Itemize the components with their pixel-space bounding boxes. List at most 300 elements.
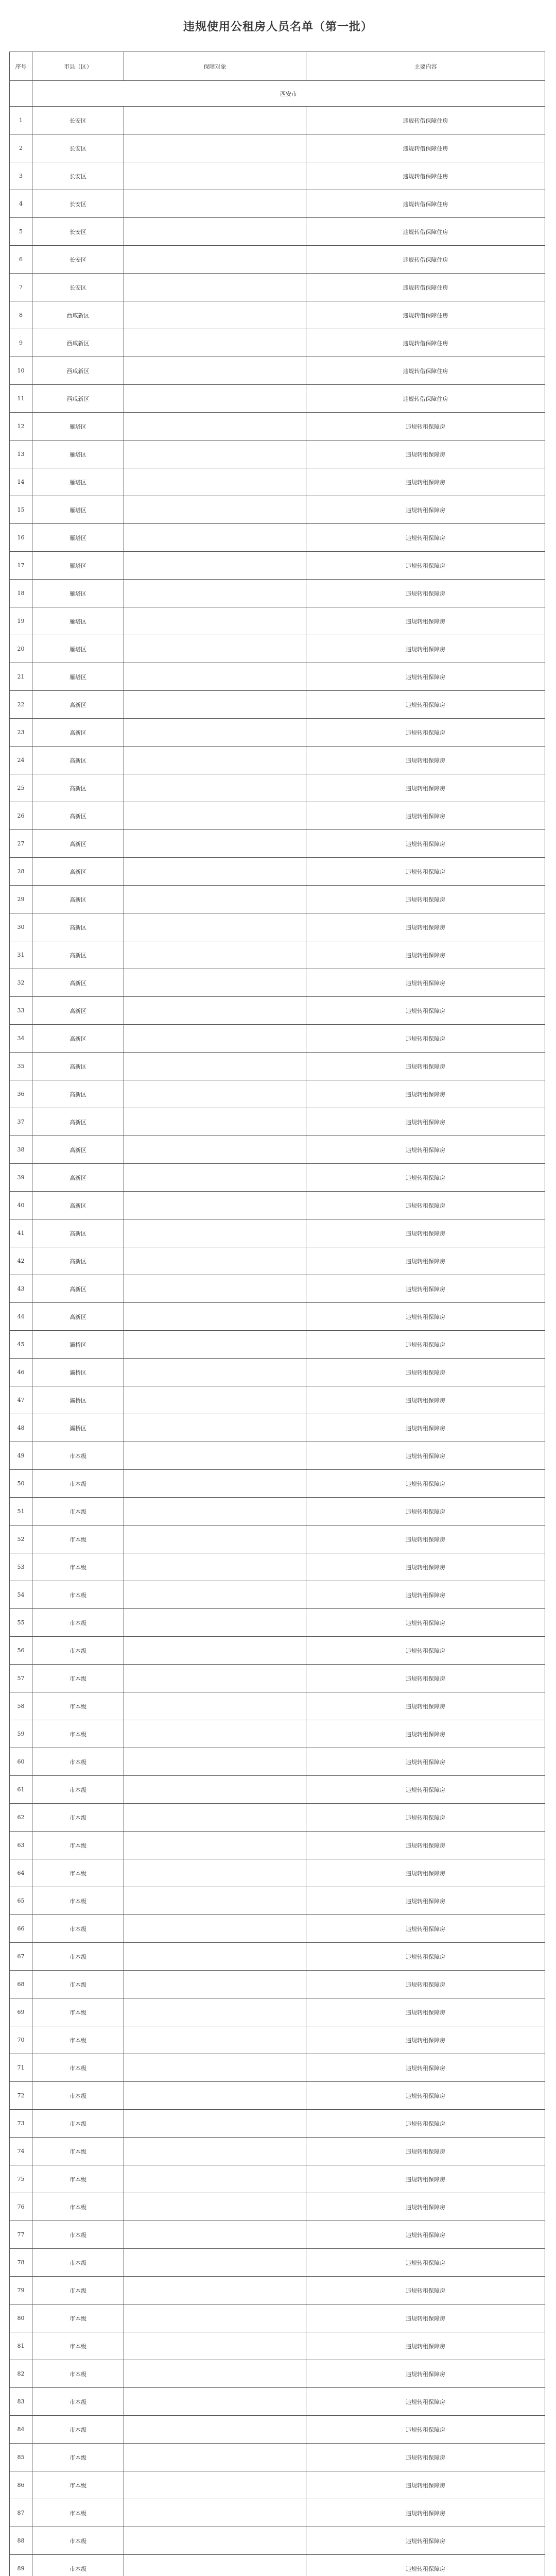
- row-person: [124, 468, 306, 496]
- table-row: [10, 496, 545, 524]
- row-district: 市本级: [32, 1998, 124, 2026]
- row-district: 市本级: [32, 1498, 124, 1526]
- row-index: 51: [10, 1498, 32, 1526]
- row-content: 违规转借保障住房: [306, 329, 545, 357]
- table-row: [10, 1386, 545, 1414]
- table-row: [10, 2277, 545, 2304]
- row-person: [124, 162, 306, 190]
- table-row: [10, 1303, 545, 1331]
- row-person: [124, 552, 306, 580]
- row-person: [124, 997, 306, 1025]
- row-person: [124, 1331, 306, 1359]
- row-content: 违规转租保障房: [306, 2054, 545, 2082]
- table-row: [10, 774, 545, 802]
- row-person: [124, 607, 306, 635]
- row-person: [124, 774, 306, 802]
- row-content: 违规转租保障房: [306, 1720, 545, 1748]
- row-content: 违规转租保障房: [306, 1553, 545, 1581]
- row-index: 36: [10, 1080, 32, 1108]
- row-district: 高新区: [32, 774, 124, 802]
- table-row: [10, 357, 545, 385]
- row-content: 违规转租保障房: [306, 1915, 545, 1943]
- table-row: [10, 246, 545, 274]
- table-row: [10, 1192, 545, 1219]
- row-person: [124, 969, 306, 997]
- row-content: 违规转租保障房: [306, 635, 545, 663]
- table-row: [10, 2110, 545, 2138]
- row-district: 市本级: [32, 2193, 124, 2221]
- table-row: [10, 2221, 545, 2249]
- row-district: 长安区: [32, 107, 124, 134]
- row-person: [124, 635, 306, 663]
- row-person: [124, 691, 306, 719]
- row-content: 违规转租保障房: [306, 552, 545, 580]
- row-district: 市本级: [32, 2527, 124, 2555]
- table-row: [10, 1665, 545, 1692]
- row-district: 市本级: [32, 2221, 124, 2249]
- row-content: 违规转租保障房: [306, 2221, 545, 2249]
- row-district: 市本级: [32, 2555, 124, 2576]
- row-index: 65: [10, 1887, 32, 1915]
- row-content: 违规转租保障房: [306, 719, 545, 747]
- group-row-spacer: [10, 81, 32, 107]
- row-person: [124, 1164, 306, 1192]
- row-person: [124, 413, 306, 440]
- row-person: [124, 719, 306, 747]
- row-content: 违规转租保障房: [306, 2332, 545, 2360]
- table-row: [10, 663, 545, 691]
- row-person: [124, 1665, 306, 1692]
- table-row: [10, 1219, 545, 1247]
- table-row: [10, 1247, 545, 1275]
- row-district: 高新区: [32, 1192, 124, 1219]
- row-district: 市本级: [32, 2471, 124, 2499]
- row-person: [124, 1859, 306, 1887]
- row-index: 84: [10, 2416, 32, 2444]
- row-person: [124, 1748, 306, 1776]
- table-row: [10, 1804, 545, 1832]
- row-person: [124, 2416, 306, 2444]
- row-content: 违规转租保障房: [306, 941, 545, 969]
- row-person: [124, 2054, 306, 2082]
- table-row: [10, 2249, 545, 2277]
- table-row: [10, 1776, 545, 1804]
- row-person: [124, 301, 306, 329]
- table-row: [10, 2527, 545, 2555]
- row-district: 高新区: [32, 969, 124, 997]
- row-district: 市本级: [32, 1692, 124, 1720]
- row-index: 48: [10, 1414, 32, 1442]
- row-person: [124, 802, 306, 830]
- row-district: 高新区: [32, 941, 124, 969]
- row-content: 违规转租保障房: [306, 2249, 545, 2277]
- row-person: [124, 107, 306, 134]
- row-district: 市本级: [32, 2388, 124, 2416]
- table-row: [10, 1943, 545, 1971]
- row-content: 违规转租保障房: [306, 1832, 545, 1859]
- row-district: 市本级: [32, 2165, 124, 2193]
- table-row: [10, 997, 545, 1025]
- table-row: [10, 552, 545, 580]
- row-person: [124, 246, 306, 274]
- row-index: 71: [10, 2054, 32, 2082]
- row-person: [124, 886, 306, 913]
- row-person: [124, 2444, 306, 2471]
- row-person: [124, 2304, 306, 2332]
- table-row: [10, 2165, 545, 2193]
- row-index: 53: [10, 1553, 32, 1581]
- table-row: [10, 830, 545, 858]
- column-header-content: 主要内容: [306, 52, 545, 81]
- row-index: 59: [10, 1720, 32, 1748]
- row-index: 42: [10, 1247, 32, 1275]
- table-row: [10, 2416, 545, 2444]
- row-index: 46: [10, 1359, 32, 1386]
- row-index: 89: [10, 2555, 32, 2576]
- row-index: 40: [10, 1192, 32, 1219]
- table-row: [10, 1414, 545, 1442]
- row-district: 市本级: [32, 2249, 124, 2277]
- table-row: [10, 2304, 545, 2332]
- row-content: 违规转借保障住房: [306, 357, 545, 385]
- row-content: 违规转借保障住房: [306, 134, 545, 162]
- row-index: 26: [10, 802, 32, 830]
- row-index: 15: [10, 496, 32, 524]
- row-content: 违规转租保障房: [306, 1053, 545, 1080]
- table-row: [10, 329, 545, 357]
- row-content: 违规转借保障住房: [306, 301, 545, 329]
- row-index: 49: [10, 1442, 32, 1470]
- row-person: [124, 858, 306, 886]
- row-content: 违规转租保障房: [306, 1080, 545, 1108]
- row-person: [124, 2277, 306, 2304]
- row-district: 高新区: [32, 1275, 124, 1303]
- table-row: [10, 1692, 545, 1720]
- row-person: [124, 1386, 306, 1414]
- table-row: [10, 134, 545, 162]
- row-index: 69: [10, 1998, 32, 2026]
- row-content: 违规转租保障房: [306, 1971, 545, 1998]
- row-content: 违规转租保障房: [306, 1136, 545, 1164]
- row-index: 66: [10, 1915, 32, 1943]
- row-person: [124, 1832, 306, 1859]
- row-content: 违规转租保障房: [306, 580, 545, 607]
- table-row: [10, 107, 545, 134]
- table-row: [10, 2138, 545, 2165]
- row-content: 违规转租保障房: [306, 1386, 545, 1414]
- row-index: 56: [10, 1637, 32, 1665]
- row-index: 54: [10, 1581, 32, 1609]
- row-person: [124, 1915, 306, 1943]
- row-district: 市本级: [32, 1581, 124, 1609]
- row-person: [124, 1998, 306, 2026]
- row-person: [124, 1581, 306, 1609]
- row-person: [124, 2138, 306, 2165]
- row-content: 违规转租保障房: [306, 468, 545, 496]
- table-row: [10, 1442, 545, 1470]
- row-content: 违规转租保障房: [306, 2471, 545, 2499]
- row-district: 高新区: [32, 802, 124, 830]
- row-content: 违规转租保障房: [306, 2360, 545, 2388]
- row-index: 67: [10, 1943, 32, 1971]
- row-district: 雁塔区: [32, 524, 124, 552]
- row-content: 违规转租保障房: [306, 1776, 545, 1804]
- table-row: [10, 413, 545, 440]
- row-content: 违规转租保障房: [306, 802, 545, 830]
- row-person: [124, 1275, 306, 1303]
- row-index: 13: [10, 440, 32, 468]
- row-district: 高新区: [32, 1136, 124, 1164]
- row-index: 9: [10, 329, 32, 357]
- row-person: [124, 830, 306, 858]
- table-row: [10, 2388, 545, 2416]
- row-index: 41: [10, 1219, 32, 1247]
- row-person: [124, 190, 306, 218]
- row-index: 11: [10, 385, 32, 413]
- row-content: 违规转借保障住房: [306, 190, 545, 218]
- table-row: [10, 886, 545, 913]
- row-content: 违规转租保障房: [306, 607, 545, 635]
- row-content: 违规转租保障房: [306, 2388, 545, 2416]
- row-district: 市本级: [32, 1553, 124, 1581]
- row-content: 违规转租保障房: [306, 2499, 545, 2527]
- row-content: 违规转租保障房: [306, 2527, 545, 2555]
- group-label: 西安市: [32, 81, 545, 107]
- row-content: 违规转租保障房: [306, 2193, 545, 2221]
- table-row: [10, 2555, 545, 2576]
- table-row: [10, 162, 545, 190]
- row-content: 违规转租保障房: [306, 2555, 545, 2576]
- row-index: 4: [10, 190, 32, 218]
- row-index: 82: [10, 2360, 32, 2388]
- row-person: [124, 1080, 306, 1108]
- table-row: [10, 440, 545, 468]
- row-district: 灞桥区: [32, 1359, 124, 1386]
- row-person: [124, 1498, 306, 1526]
- row-content: 违规转租保障房: [306, 1275, 545, 1303]
- row-district: 雁塔区: [32, 552, 124, 580]
- row-index: 31: [10, 941, 32, 969]
- table-row: [10, 747, 545, 774]
- row-district: 市本级: [32, 2026, 124, 2054]
- row-content: 违规转租保障房: [306, 913, 545, 941]
- table-row: [10, 802, 545, 830]
- row-person: [124, 747, 306, 774]
- row-index: 47: [10, 1386, 32, 1414]
- row-index: 76: [10, 2193, 32, 2221]
- row-content: 违规转借保障住房: [306, 162, 545, 190]
- table-row: [10, 1720, 545, 1748]
- table-row: [10, 913, 545, 941]
- row-index: 14: [10, 468, 32, 496]
- row-district: 雁塔区: [32, 607, 124, 635]
- row-index: 88: [10, 2527, 32, 2555]
- row-district: 市本级: [32, 1526, 124, 1553]
- row-person: [124, 1247, 306, 1275]
- row-district: 西咸新区: [32, 329, 124, 357]
- row-person: [124, 913, 306, 941]
- row-district: 市本级: [32, 2054, 124, 2082]
- row-index: 78: [10, 2249, 32, 2277]
- row-district: 高新区: [32, 997, 124, 1025]
- row-content: 违规转租保障房: [306, 1303, 545, 1331]
- row-person: [124, 1442, 306, 1470]
- row-content: 违规转租保障房: [306, 886, 545, 913]
- row-district: 市本级: [32, 1720, 124, 1748]
- row-index: 12: [10, 413, 32, 440]
- row-index: 37: [10, 1108, 32, 1136]
- row-content: 违规转租保障房: [306, 997, 545, 1025]
- row-index: 25: [10, 774, 32, 802]
- column-header-person: 保障对象: [124, 52, 306, 81]
- row-person: [124, 1804, 306, 1832]
- row-content: 违规转租保障房: [306, 1692, 545, 1720]
- row-content: 违规转租保障房: [306, 440, 545, 468]
- table-row: [10, 2332, 545, 2360]
- row-person: [124, 2249, 306, 2277]
- row-content: 违规转租保障房: [306, 1164, 545, 1192]
- row-content: 违规转租保障房: [306, 413, 545, 440]
- row-person: [124, 2110, 306, 2138]
- row-person: [124, 1136, 306, 1164]
- row-content: 违规转租保障房: [306, 1192, 545, 1219]
- row-district: 长安区: [32, 162, 124, 190]
- table-row: [10, 2471, 545, 2499]
- row-index: 7: [10, 274, 32, 301]
- row-index: 32: [10, 969, 32, 997]
- table-row: [10, 941, 545, 969]
- row-person: [124, 2332, 306, 2360]
- row-person: [124, 1637, 306, 1665]
- row-content: 违规转借保障住房: [306, 385, 545, 413]
- row-person: [124, 2388, 306, 2416]
- table-row: [10, 607, 545, 635]
- group-row: [10, 81, 545, 107]
- row-index: 85: [10, 2444, 32, 2471]
- row-person: [124, 941, 306, 969]
- row-person: [124, 1526, 306, 1553]
- row-content: 违规转租保障房: [306, 1526, 545, 1553]
- row-person: [124, 2221, 306, 2249]
- row-content: 违规转租保障房: [306, 2082, 545, 2110]
- row-district: 高新区: [32, 691, 124, 719]
- row-person: [124, 1303, 306, 1331]
- row-index: 38: [10, 1136, 32, 1164]
- row-index: 43: [10, 1275, 32, 1303]
- row-district: 市本级: [32, 2416, 124, 2444]
- table-row: [10, 1136, 545, 1164]
- row-person: [124, 1943, 306, 1971]
- row-person: [124, 2527, 306, 2555]
- row-content: 违规转租保障房: [306, 2138, 545, 2165]
- row-person: [124, 524, 306, 552]
- table-row: [10, 468, 545, 496]
- row-index: 10: [10, 357, 32, 385]
- row-person: [124, 1414, 306, 1442]
- row-person: [124, 1025, 306, 1053]
- row-district: 高新区: [32, 1164, 124, 1192]
- row-content: 违规转借保障住房: [306, 246, 545, 274]
- row-district: 市本级: [32, 1665, 124, 1692]
- row-index: 61: [10, 1776, 32, 1804]
- row-content: 违规转租保障房: [306, 2110, 545, 2138]
- row-index: 62: [10, 1804, 32, 1832]
- row-content: 违规转租保障房: [306, 2444, 545, 2471]
- row-index: 35: [10, 1053, 32, 1080]
- row-content: 违规转租保障房: [306, 858, 545, 886]
- row-content: 违规转租保障房: [306, 2165, 545, 2193]
- row-person: [124, 385, 306, 413]
- table-row: [10, 858, 545, 886]
- table-row: [10, 1331, 545, 1359]
- table-row: [10, 1080, 545, 1108]
- row-district: 市本级: [32, 2277, 124, 2304]
- row-district: 灞桥区: [32, 1331, 124, 1359]
- row-district: 市本级: [32, 1859, 124, 1887]
- row-content: 违规转租保障房: [306, 1219, 545, 1247]
- row-person: [124, 1192, 306, 1219]
- row-content: 违规转租保障房: [306, 1859, 545, 1887]
- row-person: [124, 218, 306, 246]
- row-person: [124, 2360, 306, 2388]
- table-row: [10, 719, 545, 747]
- row-district: 市本级: [32, 2110, 124, 2138]
- row-content: 违规转租保障房: [306, 496, 545, 524]
- row-district: 西咸新区: [32, 357, 124, 385]
- row-person: [124, 2193, 306, 2221]
- row-district: 市本级: [32, 2082, 124, 2110]
- row-content: 违规转租保障房: [306, 1665, 545, 1692]
- row-person: [124, 2026, 306, 2054]
- row-index: 74: [10, 2138, 32, 2165]
- table-row: [10, 274, 545, 301]
- row-district: 高新区: [32, 886, 124, 913]
- row-person: [124, 357, 306, 385]
- row-content: 违规转借保障住房: [306, 218, 545, 246]
- row-index: 3: [10, 162, 32, 190]
- row-content: 违规转租保障房: [306, 2416, 545, 2444]
- row-content: 违规转租保障房: [306, 1108, 545, 1136]
- table-body: [10, 81, 545, 2576]
- row-index: 34: [10, 1025, 32, 1053]
- row-district: 雁塔区: [32, 635, 124, 663]
- row-person: [124, 1971, 306, 1998]
- row-index: 27: [10, 830, 32, 858]
- row-index: 1: [10, 107, 32, 134]
- row-index: 16: [10, 524, 32, 552]
- row-index: 57: [10, 1665, 32, 1692]
- row-person: [124, 1720, 306, 1748]
- row-district: 雁塔区: [32, 496, 124, 524]
- row-index: 70: [10, 2026, 32, 2054]
- row-district: 雁塔区: [32, 663, 124, 691]
- row-district: 高新区: [32, 1108, 124, 1136]
- row-district: 雁塔区: [32, 440, 124, 468]
- row-district: 高新区: [32, 719, 124, 747]
- table-row: [10, 1108, 545, 1136]
- violators-table: [9, 52, 545, 2576]
- row-content: 违规转租保障房: [306, 1414, 545, 1442]
- row-content: 违规转租保障房: [306, 2026, 545, 2054]
- row-content: 违规转借保障住房: [306, 274, 545, 301]
- table-row: [10, 2193, 545, 2221]
- row-district: 高新区: [32, 830, 124, 858]
- table-row: [10, 1470, 545, 1498]
- table-row: [10, 1553, 545, 1581]
- row-person: [124, 1553, 306, 1581]
- row-district: 长安区: [32, 274, 124, 301]
- row-district: 市本级: [32, 2304, 124, 2332]
